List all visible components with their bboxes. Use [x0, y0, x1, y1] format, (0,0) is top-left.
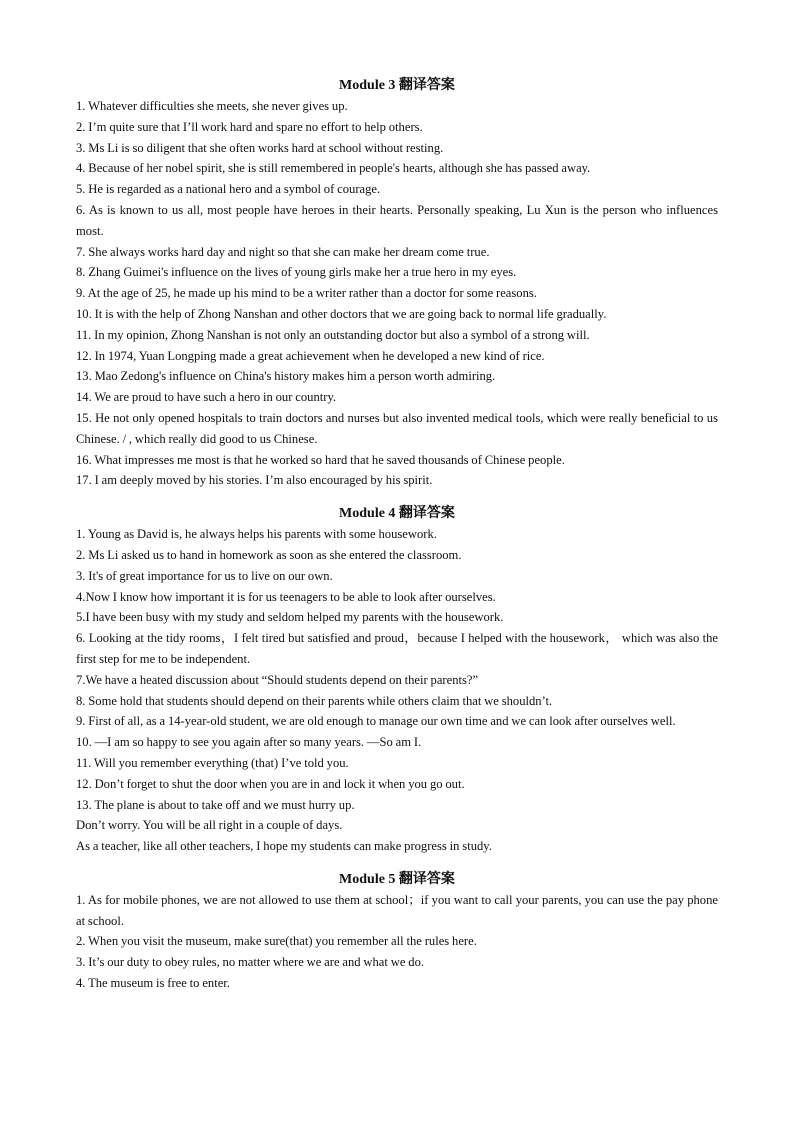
answer-line: 12. Don’t forget to shut the door when you are in and lock it when you go out. [76, 776, 465, 791]
answer-list [76, 524, 718, 857]
answer-line: 1. Whatever difficulties she meets, she never gives up. [76, 99, 348, 113]
answer-line: 3. It’s our duty to obey rules, no matter where we are and what we do. [76, 955, 425, 970]
answer-line: 4.Now I know how important it is for us teenagers to be able to look after ourselves. [76, 589, 496, 604]
answer-line: 10. —I am so happy to see you again after so many years. —So am I. [76, 735, 422, 750]
answer-line: 6. Looking at the tidy rooms，I felt tired but satisfied and proud，because I helped with the housework， which was also the first step for me to be independent. [76, 631, 718, 666]
answer-line: 4. Because of her nobel spirit, she is still remembered in people's hearts, although she has passed away. [76, 161, 591, 176]
module-5-section [76, 870, 718, 994]
answer-list [76, 890, 718, 994]
answer-line: 16. What impresses me most is that he worked so hard that he saved thousands of Chinese people. [76, 452, 565, 467]
answer-line: 7.We have a heated discussion about “Should students depend on their parents?” [76, 672, 479, 687]
answer-line: 9. First of all, as a 14-year-old student, we are old enough to manage our own time and we can look after ourselves well. [76, 714, 676, 729]
answer-line: 3. Ms Li is so diligent that she often works hard at school without resting. [76, 140, 444, 155]
answer-line: 2. I’m quite sure that I’ll work hard and spare no effort to help others. [76, 119, 423, 134]
module-3-section [76, 76, 718, 491]
answer-line: Don’t worry. You will be all right in a couple of days. [76, 818, 343, 833]
answer-line: 9. At the age of 25, he made up his mind to be a writer rather than a doctor for some reasons. [76, 286, 537, 301]
answer-line: 12. In 1974, Yuan Longping made a great achievement when he developed a new kind of rice. [76, 348, 545, 363]
answer-line: 8. Some hold that students should depend on their parents while others claim that we shouldn’t. [76, 693, 553, 708]
module-4-section [76, 504, 718, 857]
answer-line: 4. The museum is free to enter. [76, 976, 230, 991]
answer-line: 11. In my opinion, Zhong Nanshan is not only an outstanding doctor but also a symbol of a strong will. [76, 327, 590, 342]
answer-line: 13. Mao Zedong's influence on China's history makes him a person worth admiring. [76, 369, 496, 384]
answer-line: 5.I have been busy with my study and seldom helped my parents with the housework. [76, 610, 504, 625]
answer-line: 11. Will you remember everything (that) I’ve told you. [76, 755, 349, 770]
answer-line: 2. When you visit the museum, make sure(that) you remember all the rules here. [76, 934, 477, 949]
answer-line: 3. It's of great importance for us to live on our own. [76, 568, 333, 583]
answer-line: 1. Young as David is, he always helps his parents with some housework. [76, 527, 437, 542]
answer-line: 2. Ms Li asked us to hand in homework as soon as she entered the classroom. [76, 547, 462, 562]
answer-line: 7. She always works hard day and night so that she can make her dream come true. [76, 244, 490, 259]
answer-line: 10. It is with the help of Zhong Nanshan and other doctors that we are going back to normal life gradually. [76, 306, 607, 321]
document-page [76, 76, 718, 994]
answer-line: 15. He not only opened hospitals to train doctors and nurses but also invented medical tools, which were really beneficial to us Chinese. / , which really did good to us Chinese. [76, 410, 718, 446]
section-title: Module 4 翻译答案 [339, 506, 455, 522]
answer-line: 5. He is regarded as a national hero and a symbol of courage. [76, 182, 381, 197]
answer-line: As a teacher, like all other teachers, I hope my students can make progress in study. [76, 839, 492, 854]
answer-line: 8. Zhang Guimei's influence on the lives of young girls make her a true hero in my eyes. [76, 265, 517, 280]
answer-line: 14. We are proud to have such a hero in our country. [76, 390, 337, 405]
answer-line: 1. As for mobile phones, we are not allowed to use them at school；if you want to call your parents, you can use the pay phone at school. [76, 892, 718, 928]
answer-list [76, 96, 718, 491]
answer-line: 17. I am deeply moved by his stories. I’m also encouraged by his spirit. [76, 473, 433, 488]
section-title: Module 5 翻译答案 [339, 871, 455, 887]
answer-line: 6. As is known to us all, most people have heroes in their hearts. Personally speaking, Lu Xun is the person who influences most. [76, 202, 718, 238]
answer-line: 13. The plane is about to take off and we must hurry up. [76, 797, 355, 812]
section-title: Module 3 翻译答案 [339, 78, 455, 93]
